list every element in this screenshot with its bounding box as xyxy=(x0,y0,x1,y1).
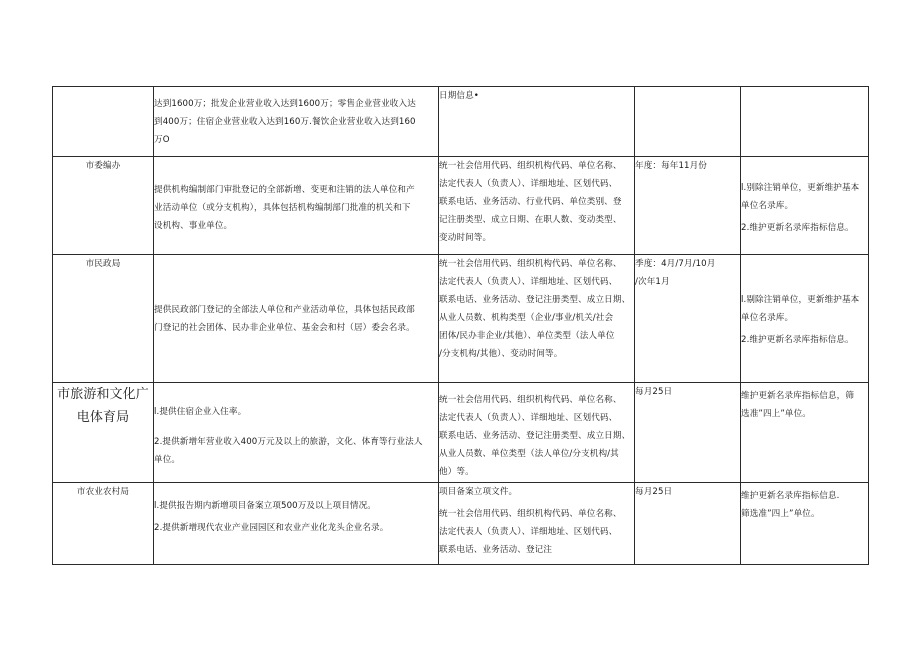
frequency-cell xyxy=(635,383,741,483)
fields-cell xyxy=(439,483,635,565)
fields-line: 法定代表人（负责人）、详细地址、区划代码、 xyxy=(439,179,618,189)
method-cell xyxy=(741,483,869,565)
method-line: 2.维护更新名录库指标信息。 xyxy=(741,335,854,345)
fields-line: 从业人员数、机构类型（企业/事业/机关/社会 xyxy=(439,313,614,323)
content-line: 单位。 xyxy=(154,455,181,465)
department-cell: 市民政局 xyxy=(53,255,154,383)
fields-line: 联系电话、业务活动、登记注 xyxy=(439,545,553,555)
fields-cell xyxy=(439,383,635,483)
fields-line: 记注册类型、成立日期、在职人数、变动类型、 xyxy=(439,215,622,225)
department-cell: 市旅游和文化广电体育局 xyxy=(53,383,154,483)
table-row xyxy=(53,383,869,483)
method-line: 维护更新名录库指标信息. xyxy=(741,491,840,501)
content-line: 2.提供新增年营业收入400万元及以上的旅游，文化、体育等行业法人 xyxy=(154,437,423,447)
data-sharing-table xyxy=(52,86,869,565)
content-line: 提供民政部门登记的全部法人单位和产业活动单位，具体包括民政部 xyxy=(154,304,415,315)
department-cell: 市委编办 xyxy=(53,157,154,255)
fields-line: 项目备案立项文件。 xyxy=(439,487,518,497)
fields-line: 法定代表人（负责人）、详细地址、区划代码、 xyxy=(439,527,618,537)
fields-line: /分支机构/其他）、变动时间等。 xyxy=(439,349,563,359)
method-line: 筛选准”四上”单位。 xyxy=(741,509,820,519)
fields-line: 统一社会信用代码、组织机构代码、单位名称、 xyxy=(439,161,622,171)
frequency-line: 每月25日 xyxy=(635,487,673,497)
table-row xyxy=(53,87,869,157)
content-cell xyxy=(154,383,439,483)
fields-line: 联系电话、业务活动、登记注册类型、成立日期、 xyxy=(439,295,631,305)
content-cell xyxy=(154,87,439,157)
method-cell xyxy=(741,255,869,383)
content-line: 2.提供新增现代农业产业园园区和农业产业化龙头企业名录。 xyxy=(154,523,389,533)
fields-cell xyxy=(439,255,635,383)
method-line: l.剔除注销单位，更新维护基本 xyxy=(741,295,860,305)
content-line: 门登记的社会团体、民办非企业单位、基金会和村（居）委会名录。 xyxy=(154,322,415,333)
fields-line: 他）等。 xyxy=(439,467,474,477)
table-row xyxy=(53,157,869,255)
content-line: 业活动单位（或分支机构），具体包括机构编制部门批准的机关和下 xyxy=(154,203,411,213)
fields-line: 变动时间等。 xyxy=(439,233,492,243)
content-line: 提供机构编制部门审批登记的全部新增、变更和注销的法人单位和产 xyxy=(154,185,415,195)
frequency-cell xyxy=(635,157,741,255)
content-line: 到400万；住宿企业营业收入达到160万.餐饮企业营业收入达到160 xyxy=(154,117,416,127)
method-cell xyxy=(741,157,869,255)
method-line: 维护更新名录库指标信息，筛 xyxy=(741,391,855,401)
fields-line: 法定代表人（负责人）、详细地址、区划代码、 xyxy=(439,277,618,287)
table-row xyxy=(53,255,869,383)
fields-line: 统一社会信用代码、组织机构代码、单位名称、 xyxy=(439,259,622,269)
content-cell xyxy=(154,483,439,565)
method-line: 2.维护更新名录库指标信息。 xyxy=(741,223,854,233)
fields-line: 统一社会信用代码、组织机构代码、单位名称、 xyxy=(439,395,622,405)
fields-line: 法定代表人（负责人）、详细地址、区划代码、 xyxy=(439,413,618,423)
department-cell xyxy=(53,87,154,157)
content-line: l.提供住宿企业入住率。 xyxy=(154,407,247,417)
method-line: 选准”四上”单位。 xyxy=(741,409,811,419)
frequency-line: 每月25日 xyxy=(635,387,673,397)
method-cell xyxy=(741,87,869,157)
frequency-cell xyxy=(635,483,741,565)
frequency-line: 季度：4月/7月/10月 xyxy=(635,259,716,269)
method-line: 单位名录库。 xyxy=(741,201,794,211)
frequency-line: /次年1月 xyxy=(635,277,670,287)
frequency-cell xyxy=(635,87,741,157)
frequency-line: 年度：每年11月份 xyxy=(635,161,707,171)
fields-line: 统一社会信用代码、组织机构代码、单位名称、 xyxy=(439,509,622,519)
content-line: 设机构、事业单位。 xyxy=(154,221,233,231)
fields-cell xyxy=(439,157,635,255)
fields-line: 联系电话、业务活动、登记注册类型、成立日期、 xyxy=(439,431,631,441)
table-row xyxy=(53,483,869,565)
content-cell xyxy=(154,157,439,255)
content-line: 万O xyxy=(154,135,170,145)
fields-line: 日期信息• xyxy=(439,91,479,101)
fields-cell xyxy=(439,87,635,157)
fields-line: 从业人员数、单位类型（法人单位/分支机构/其 xyxy=(439,449,619,459)
department-cell: 市农业农村局 xyxy=(53,483,154,565)
frequency-cell xyxy=(635,255,741,383)
content-cell xyxy=(154,255,439,383)
content-line: 达到1600万；批发企业营业收入达到1600万；零售企业营业收入达 xyxy=(154,99,416,109)
method-cell xyxy=(741,383,869,483)
method-line: 单位名录库。 xyxy=(741,313,794,323)
content-line: l.提供报告期内新增项目备案立项500万及以上项目情况。 xyxy=(154,501,376,511)
fields-line: 团体/民办非企业/其他）、单位类型（法人单位 xyxy=(439,331,615,341)
fields-line: 联系电话、业务活动、行业代码、单位类别、登 xyxy=(439,197,622,207)
method-line: l.别除注销单位，更新维护基本 xyxy=(741,183,860,193)
